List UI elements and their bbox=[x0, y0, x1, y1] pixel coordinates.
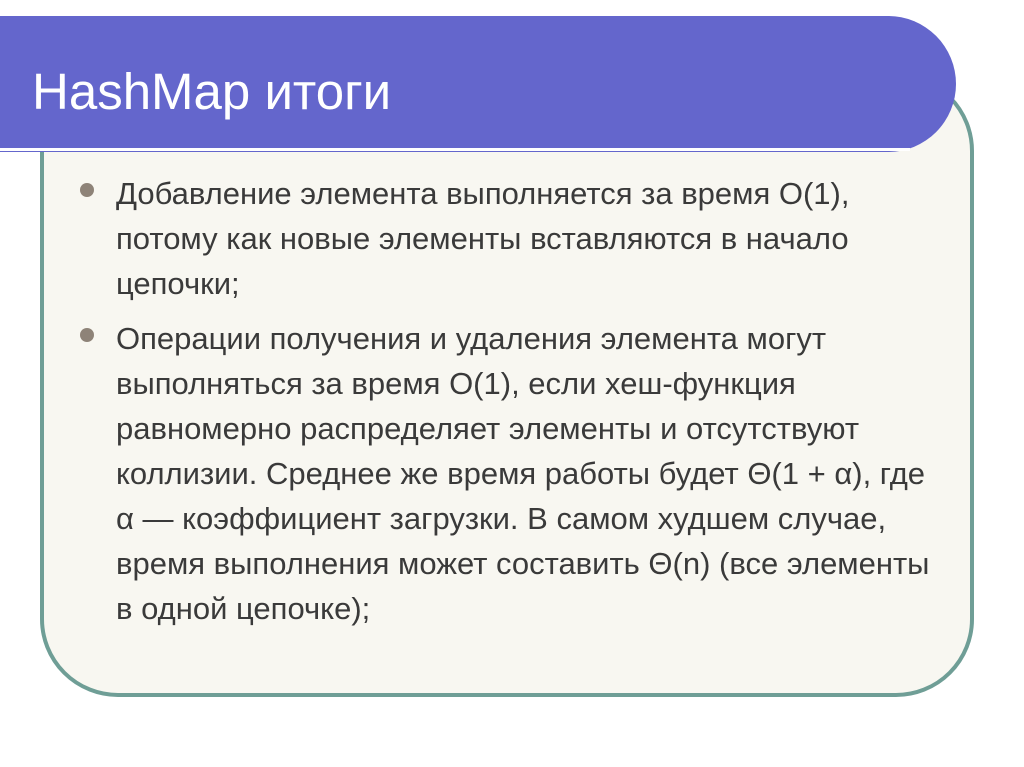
bullet-text: Операции получения и удаления элемента могут выполняться за время O(1), если хеш-функция равномерно распределяет элементы и отсутствуют коллизии. Среднее же время работы будет Θ(1 + α), где α — коэффициент загрузки. В самом худшем случае, время выполнения может составить Θ(n) (все элементы в одной цепочке); bbox=[116, 321, 930, 626]
bullet-item-insert bbox=[78, 171, 948, 306]
title-bar bbox=[0, 16, 956, 152]
title-divider bbox=[0, 148, 910, 151]
bullet-dot-icon bbox=[80, 328, 94, 342]
bullet-list bbox=[78, 171, 948, 641]
bullet-dot-icon bbox=[80, 183, 94, 197]
bullet-text: Добавление элемента выполняется за время O(1), потому как новые элементы вставляются в начало цепочки; bbox=[116, 176, 850, 301]
slide-title: HashMap итоги bbox=[32, 63, 392, 120]
bullet-item-get-remove bbox=[78, 316, 948, 631]
